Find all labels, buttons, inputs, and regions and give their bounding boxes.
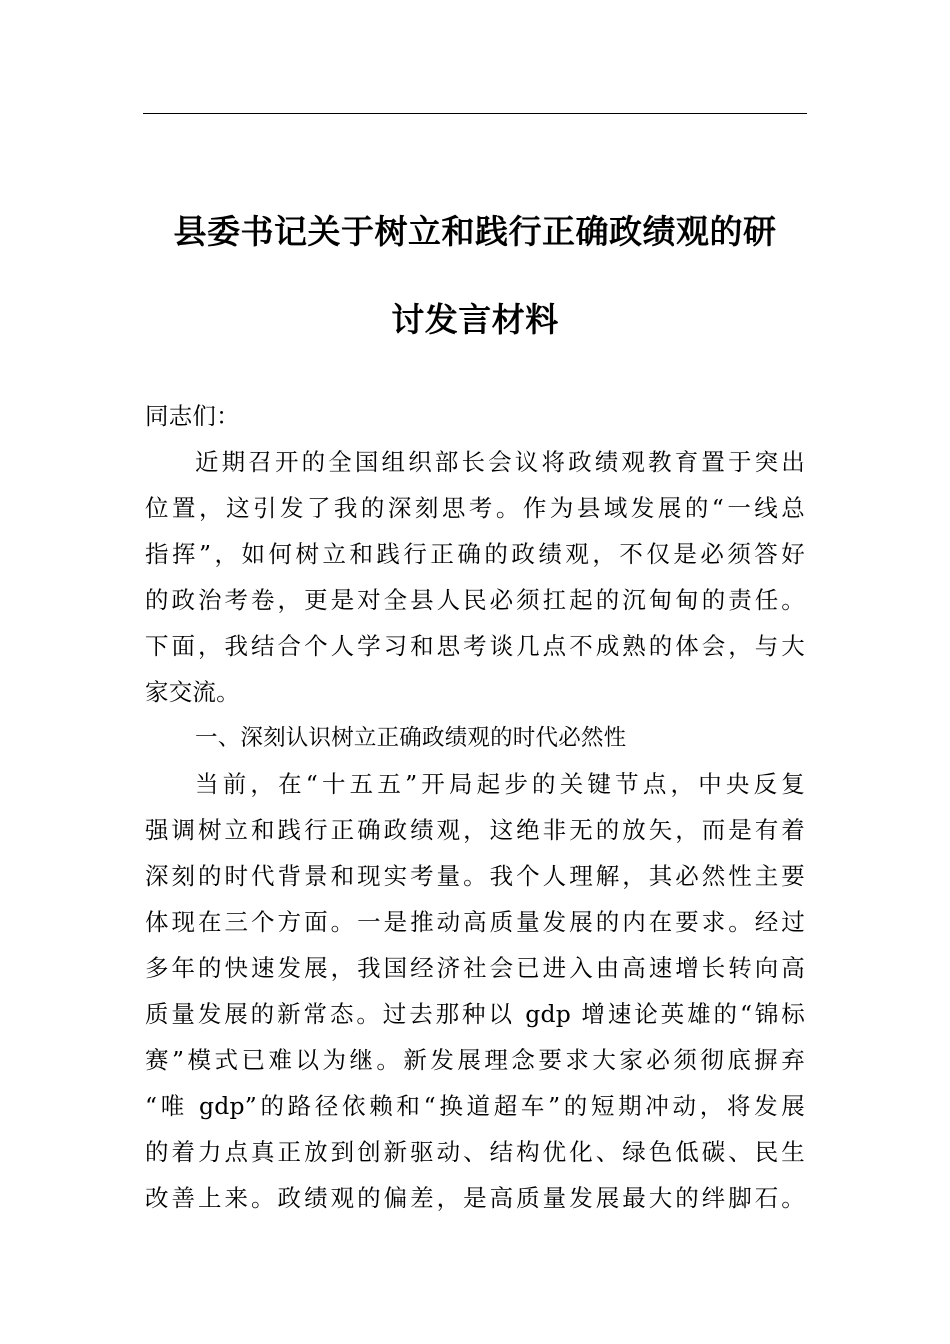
salutation: 同志们： [145,402,240,430]
paragraph-1-line: 的政治考卷，更是对全县人民必须扛起的沉甸甸的责任。 [145,586,805,614]
header-rule [143,113,807,114]
paragraph-1-line: 指挥”，如何树立和践行正确的政绩观，不仅是必须答好 [145,540,805,568]
paragraph-2-line: 深刻的时代背景和现实考量。我个人理解，其必然性主要 [145,862,805,890]
paragraph-2-line: 改善上来。政绩观的偏差，是高质量发展最大的绊脚石。 [145,1184,805,1212]
paragraph-1 [145,439,805,715]
paragraph-2-line: “唯 gdp”的路径依赖和“换道超车”的短期冲动，将发展 [145,1092,805,1120]
paragraph-2-line: 强调树立和践行正确政绩观，这绝非无的放矢，而是有着 [145,816,805,844]
paragraph-1-line: 位置，这引发了我的深刻思考。作为县域发展的“一线总 [145,494,805,522]
paragraph-1-line: 家交流。 [145,678,240,706]
paragraph-2-line: 的着力点真正放到创新驱动、结构优化、绿色低碳、民生 [145,1138,805,1166]
paragraph-1-line: 下面，我结合个人学习和思考谈几点不成熟的体会，与大 [145,632,805,660]
paragraph-2-line: 当前，在“十五五”开局起步的关键节点，中央反复 [195,770,805,798]
title-line-2: 讨发言材料 [391,300,559,339]
paragraph-2-line: 赛”模式已难以为继。新发展理念要求大家必须彻底摒弃 [145,1046,805,1074]
paragraph-1-line: 近期召开的全国组织部长会议将政绩观教育置于突出 [195,448,805,476]
document-title [143,188,807,364]
paragraph-2-line: 多年的快速发展，我国经济社会已进入由高速增长转向高 [145,954,805,982]
document-body [145,393,805,1221]
paragraph-2 [145,761,805,1221]
paragraph-2-line: 体现在三个方面。一是推动高质量发展的内在要求。经过 [145,908,805,936]
section-heading-1: 一、深刻认识树立正确政绩观的时代必然性 [195,725,627,751]
title-line-1: 县委书记关于树立和践行正确政绩观的研 [173,212,777,251]
paragraph-2-line: 质量发展的新常态。过去那种以 gdp 增速论英雄的“锦标 [145,1000,805,1028]
